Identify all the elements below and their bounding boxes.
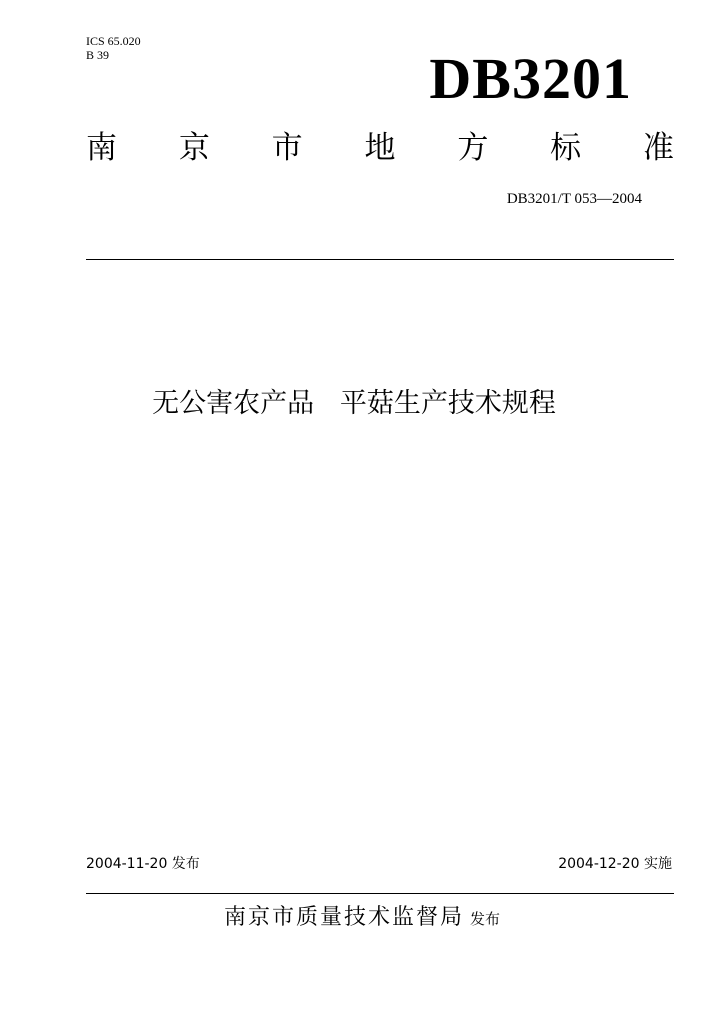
document-title: 无公害农产品 平菇生产技术规程 [152,388,556,419]
ics-code: ICS 65.020 [86,34,141,48]
standard-type-char: 市 [271,130,303,166]
category-code: B 39 [86,48,110,62]
publisher-line [0,902,724,935]
top-divider [86,259,674,260]
publisher-name: 南京市质量技术监督局 [223,905,464,930]
standard-type-char: 京 [178,130,210,166]
standard-type-char: 标 [550,130,582,166]
standard-type-char: 准 [642,130,674,166]
bottom-divider [86,893,674,894]
standard-number: DB3201/T 053—2004 [506,191,642,207]
standard-type-char: 方 [457,130,489,166]
publish-date: 2004-11-20 发布 [86,856,200,872]
effective-date: 2004-12-20 实施 [558,856,672,872]
publisher-action: 发布 [470,910,501,928]
standard-code: DB3201 [429,46,632,111]
standard-type-char: 南 [86,130,117,166]
standard-type-heading [86,128,674,168]
standard-type-char: 地 [364,130,396,166]
classification-codes [86,34,141,62]
